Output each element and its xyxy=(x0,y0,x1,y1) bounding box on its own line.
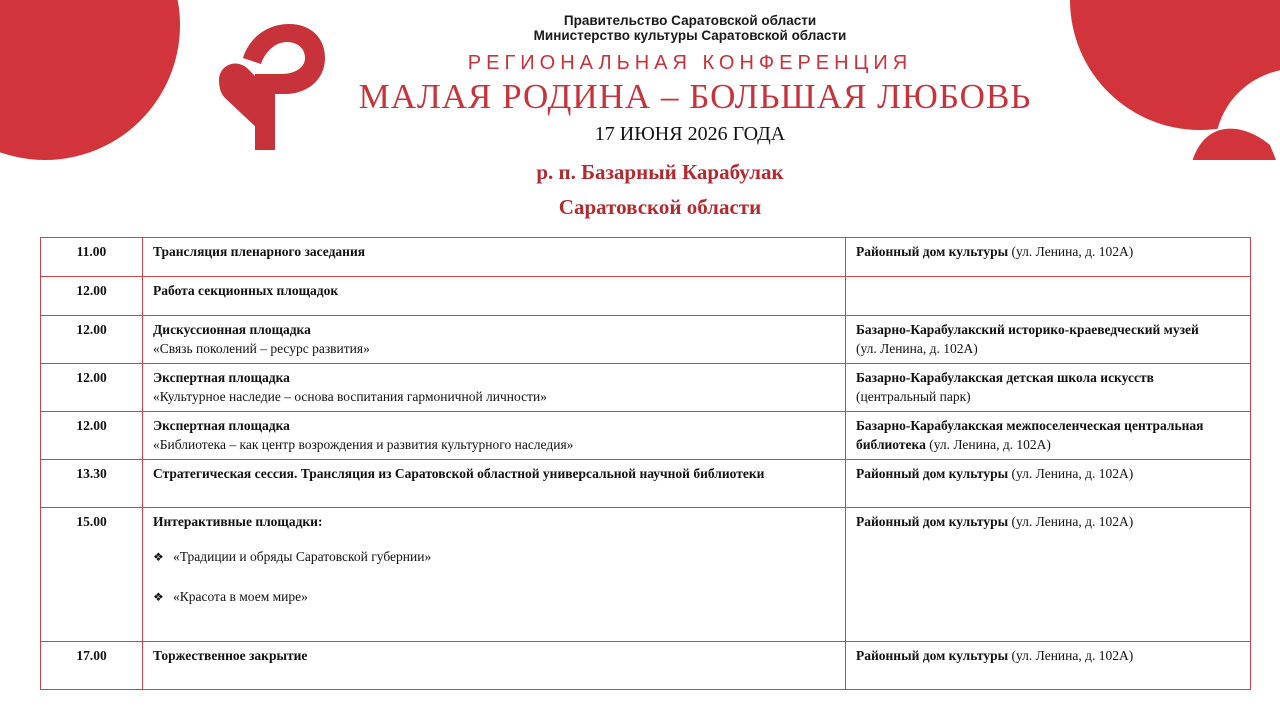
event-title: Экспертная площадка xyxy=(153,418,290,433)
conference-title: МАЛАЯ РОДИНА – БОЛЬШАЯ ЛЮБОВЬ xyxy=(358,77,1032,116)
venue-address: (ул. Ленина, д. 102А) xyxy=(1008,514,1134,529)
list-item xyxy=(153,547,835,567)
organization-line-2: Министерство культуры Саратовской области xyxy=(533,28,847,43)
venue-address: (центральный парк) xyxy=(856,389,971,404)
program-table xyxy=(40,237,1251,690)
event-cell xyxy=(143,460,846,508)
location-line-2: Саратовской области xyxy=(558,195,762,219)
table-row xyxy=(41,316,1251,364)
event-cell xyxy=(143,508,846,642)
time-cell: 11.00 xyxy=(41,238,143,277)
venue-name: Базарно-Карабулакский историко-краеведческий музей xyxy=(856,322,1199,337)
conference-subtitle: РЕГИОНАЛЬНАЯ КОНФЕРЕНЦИЯ xyxy=(467,52,913,74)
event-title: Работа секционных площадок xyxy=(153,283,339,298)
venue-cell xyxy=(846,277,1251,316)
venue-name: Районный дом культуры xyxy=(856,466,1009,481)
venue-name: Районный дом культуры xyxy=(856,648,1009,663)
venue-cell xyxy=(846,316,1251,364)
venue-cell xyxy=(846,508,1251,642)
event-title: Экспертная площадка xyxy=(153,370,290,385)
time-cell: 12.00 xyxy=(41,412,143,460)
venue-name: Базарно-Карабулакская детская школа искусств xyxy=(856,370,1154,385)
time-cell: 17.00 xyxy=(41,642,143,690)
table-row xyxy=(41,277,1251,316)
location-line-1: р. п. Базарный Карабулак xyxy=(536,160,784,184)
venue-address: (ул. Ленина, д. 102А) xyxy=(1008,648,1134,663)
interactive-sessions-list xyxy=(153,547,835,607)
organization-line-1: Правительство Саратовской области xyxy=(563,13,817,28)
table-row xyxy=(41,364,1251,412)
event-cell xyxy=(143,364,846,412)
venue-address: (ул. Ленина, д. 102А) xyxy=(1008,466,1134,481)
table-row xyxy=(41,642,1251,690)
venue-cell xyxy=(846,642,1251,690)
table-row xyxy=(41,508,1251,642)
venue-address: (ул. Ленина, д. 102А) xyxy=(1008,244,1134,259)
event-title: Стратегическая сессия. Трансляция из Саратовской областной универсальной научной библиотеки xyxy=(153,466,765,481)
event-cell xyxy=(143,316,846,364)
venue-cell xyxy=(846,460,1251,508)
list-item-label: «Красота в моем мире» xyxy=(173,589,308,604)
venue-name: Районный дом культуры xyxy=(856,244,1009,259)
list-item-label: «Традиции и обряды Саратовской губернии» xyxy=(173,549,432,564)
event-detail: «Культурное наследие – основа воспитания гармоничной личности» xyxy=(153,389,547,404)
diamond-bullet-icon: ❖ xyxy=(153,590,164,604)
table-row xyxy=(41,460,1251,508)
event-title: Дискуссионная площадка xyxy=(153,322,311,337)
decorative-circle-left xyxy=(0,0,180,160)
venue-name: Базарно-Карабулакская межпоселенческая центральная библиотека xyxy=(856,418,1204,452)
event-title: Интерактивные площадки: xyxy=(153,514,323,529)
event-cell xyxy=(143,642,846,690)
event-cell xyxy=(143,277,846,316)
conference-date: 17 ИЮНЯ 2026 ГОДА xyxy=(594,123,786,145)
diamond-bullet-icon: ❖ xyxy=(153,550,164,564)
table-row xyxy=(41,238,1251,277)
event-cell xyxy=(143,238,846,277)
event-detail: «Библиотека – как центр возрождения и развития культурного наследия» xyxy=(153,437,574,452)
venue-cell xyxy=(846,238,1251,277)
time-cell: 12.00 xyxy=(41,277,143,316)
event-detail: «Связь поколений – ресурс развития» xyxy=(153,341,370,356)
venue-cell xyxy=(846,412,1251,460)
venue-cell xyxy=(846,364,1251,412)
venue-address: (ул. Ленина, д. 102А) xyxy=(925,437,1051,452)
event-cell xyxy=(143,412,846,460)
time-cell: 12.00 xyxy=(41,364,143,412)
list-item xyxy=(153,587,835,607)
venue-address: (ул. Ленина, д. 102А) xyxy=(856,341,978,356)
event-title: Трансляция пленарного заседания xyxy=(153,244,366,259)
time-cell: 15.00 xyxy=(41,508,143,642)
time-cell: 12.00 xyxy=(41,316,143,364)
event-title: Торжественное закрытие xyxy=(153,648,308,663)
table-row xyxy=(41,412,1251,460)
venue-name: Районный дом культуры xyxy=(856,514,1009,529)
time-cell: 13.30 xyxy=(41,460,143,508)
header-banner xyxy=(0,0,1280,160)
